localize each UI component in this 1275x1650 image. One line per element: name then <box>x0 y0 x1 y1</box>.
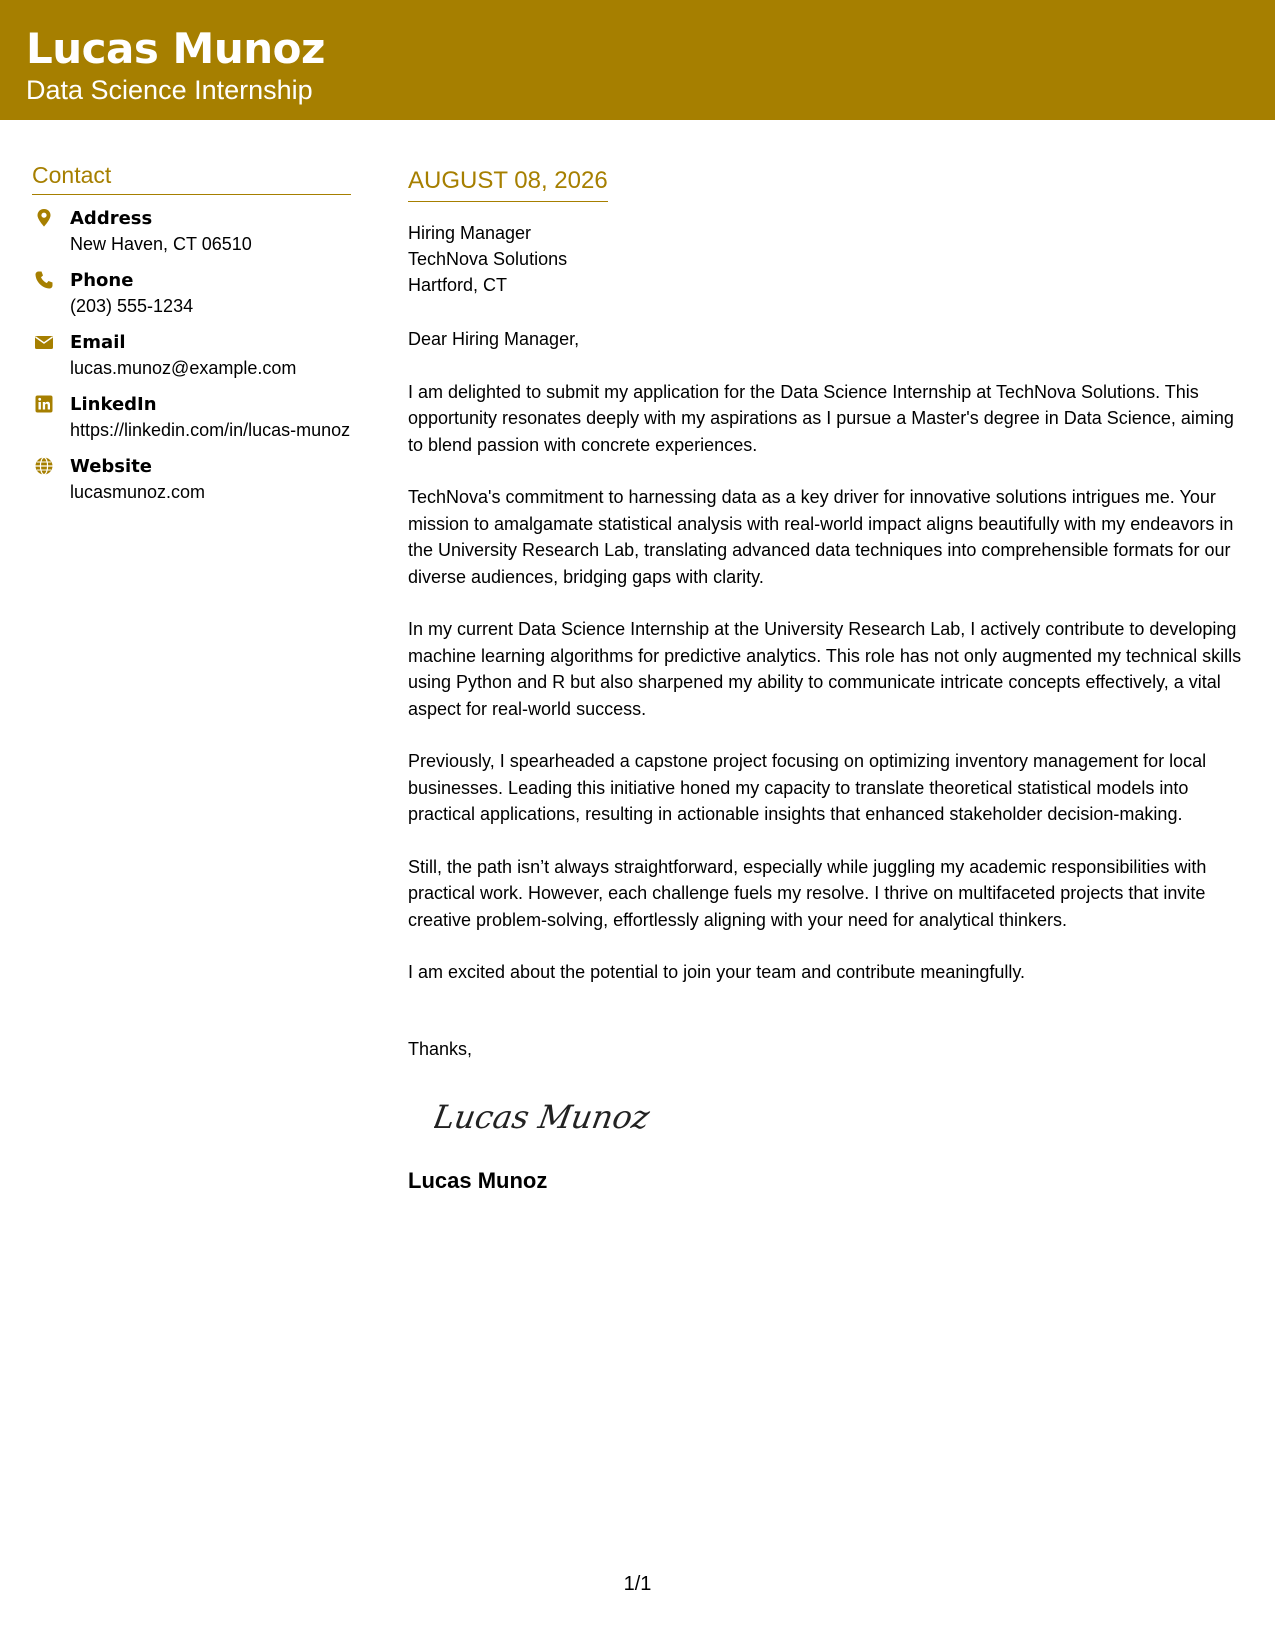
email-label: Email <box>70 332 126 353</box>
body-paragraph: TechNova's commitment to harnessing data as a key driver for innovative solutions intrigues me. Your mission to amalgamate statistical analysis with real-world impact aligns beautifully with my endeavors in the University Research Lab, translating advanced data techniques into comprehensible formats for our diverse audiences, bridging gaps with clarity. <box>408 487 1234 587</box>
recipient-block <box>408 220 1253 298</box>
recipient-line: Hiring Manager <box>408 223 532 243</box>
contact-website <box>32 455 351 505</box>
phone-icon <box>34 270 54 290</box>
body-paragraph: I am delighted to submit my application for the Data Science Internship at TechNova Solutions. This opportunity resonates deeply with my aspirations as I pursue a Master's degree in Data Science, aiming to blend passion with concrete experiences. <box>408 381 1234 455</box>
website-label: Website <box>70 456 153 477</box>
handwritten-signature <box>434 1092 654 1142</box>
position-title: Data Science Internship <box>26 75 313 105</box>
body-paragraph: Still, the path isn’t always straightforward, especially while juggling my academic responsibilities with practical work. However, each challenge fuels my resolve. I thrive on multifaceted projects that invite creative problem-solving, effortlessly aligning with your need for analytical thinkers. <box>408 856 1207 930</box>
greeting: Dear Hiring Manager, <box>408 329 580 349</box>
phone-value: (203) 555-1234 <box>70 296 194 316</box>
letter-date: AUGUST 08, 2026 <box>408 165 608 202</box>
signed-name: Lucas Munoz <box>408 1167 548 1193</box>
body-paragraph: In my current Data Science Internship at the University Research Lab, I actively contribute to developing machine learning algorithms for predictive analytics. This role has not only augmented my technical skills using Python and R but also sharpened my ability to communicate intricate concepts effectively, a vital aspect for real-world success. <box>408 619 1242 719</box>
address-label: Address <box>70 208 153 229</box>
linkedin-value[interactable]: https://linkedin.com/in/lucas-munoz <box>70 420 351 440</box>
map-pin-icon <box>34 208 54 228</box>
svg-text:Lucas Munoz: Lucas Munoz <box>434 1097 653 1136</box>
letter-body <box>408 165 1253 1195</box>
letter-header <box>0 0 1275 120</box>
applicant-name: Lucas Munoz <box>26 24 325 73</box>
globe-icon <box>34 456 54 476</box>
linkedin-icon <box>34 394 54 414</box>
body-paragraph: I am excited about the potential to join your team and contribute meaningfully. <box>408 962 1026 982</box>
phone-label: Phone <box>70 270 134 291</box>
email-value: lucas.munoz@example.com <box>70 358 297 378</box>
linkedin-label: LinkedIn <box>70 394 157 415</box>
recipient-line: TechNova Solutions <box>408 249 568 269</box>
contact-linkedin <box>32 393 351 443</box>
recipient-line: Hartford, CT <box>408 275 508 295</box>
contact-email <box>32 331 351 381</box>
contact-address <box>32 207 351 257</box>
website-value[interactable]: lucasmunoz.com <box>70 482 206 502</box>
address-value: New Haven, CT 06510 <box>70 234 252 254</box>
body-paragraph: Previously, I spearheaded a capstone project focusing on optimizing inventory management for local businesses. Leading this initiative honed my capacity to translate theoretical statistical models into practical applications, resulting in actionable insights that enhanced stakeholder decision-making. <box>408 751 1207 824</box>
contact-sidebar <box>32 160 351 517</box>
envelope-icon <box>34 332 54 352</box>
contact-phone <box>32 269 351 319</box>
contact-heading: Contact <box>32 160 351 195</box>
page-number: 1/1 <box>623 1573 652 1595</box>
closing: Thanks, <box>408 1038 473 1059</box>
